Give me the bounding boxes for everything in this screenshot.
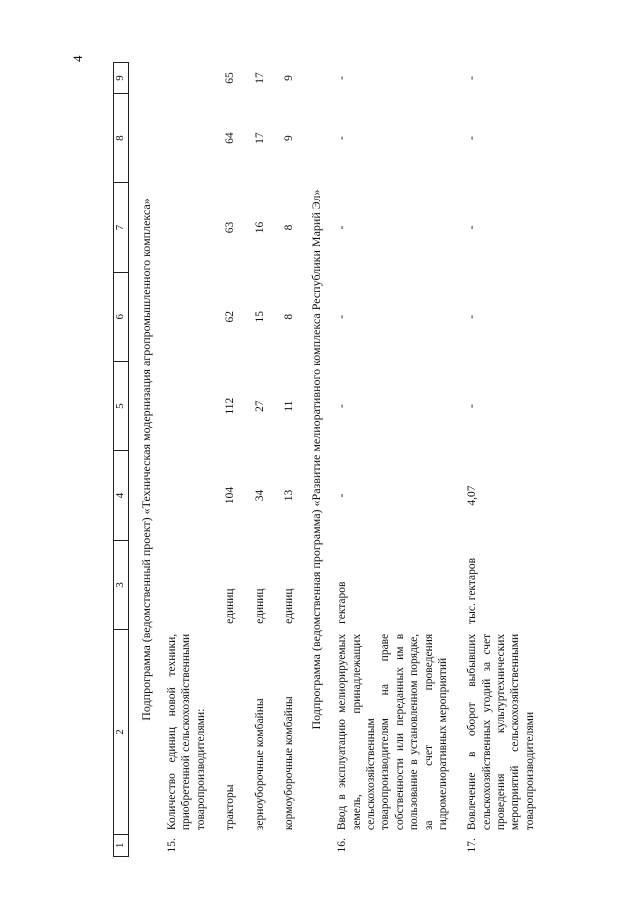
value-cell: 34 xyxy=(253,489,266,502)
header-cell-8: 8 xyxy=(114,93,129,182)
table-row xyxy=(270,63,299,857)
value-cell: 8 xyxy=(282,224,295,231)
indicator-name: Количество единиц новой техники, приобретенной сельскохозяйственными товаропроизводителями: xyxy=(166,633,207,831)
value-cell: 63 xyxy=(224,221,237,234)
header-cell-9: 9 xyxy=(114,63,129,94)
subprogram-heading-row xyxy=(129,63,163,857)
value-cell: 64 xyxy=(224,132,237,144)
value-cell: 62 xyxy=(224,311,237,323)
value-cell: - xyxy=(336,314,349,319)
indicator-name: Вовлечение в оборот выбывших сельскохозяйственных угодий за счет проведения культуртехнических мероприятий сельскохозяйственными товаропроизводителями xyxy=(466,633,536,831)
subprogram-heading: Подпрограмма (ведомственный проект) «Техническая модернизация агропромышленного комплекса» xyxy=(139,198,153,721)
unit-cell: тыс. гектаров xyxy=(466,557,479,624)
row-number: 15. xyxy=(166,838,178,853)
value-cell: 15 xyxy=(253,311,266,323)
table-row xyxy=(211,63,240,857)
value-cell: - xyxy=(336,136,349,141)
unit-cell: гектаров xyxy=(336,581,349,624)
table-row xyxy=(453,63,540,857)
value-cell: - xyxy=(466,404,479,409)
subprogram-heading-row xyxy=(299,63,332,857)
value-cell: 4,07 xyxy=(466,485,479,506)
row-number: 16. xyxy=(336,838,349,853)
header-cell-1: 1 xyxy=(114,834,129,856)
value-cell: - xyxy=(336,76,349,80)
value-cell: 27 xyxy=(253,400,266,412)
value-cell: - xyxy=(466,76,479,80)
value-cell: - xyxy=(336,404,349,409)
indicators-table xyxy=(113,62,540,857)
table-row xyxy=(241,63,270,857)
indicator-name: тракторы xyxy=(224,784,237,831)
rotated-table-sheet xyxy=(113,62,583,857)
value-cell: 104 xyxy=(224,486,237,505)
unit-cell: единиц xyxy=(253,588,266,624)
value-cell: - xyxy=(466,225,479,230)
value-cell: - xyxy=(466,314,479,319)
value-cell: 9 xyxy=(282,135,295,141)
indicator-name: Ввод в эксплуатацию мелиорируемых земель, принадлежащих сельскохозяйственным товаропроизводителям на праве собственности или переданных им в пользование в установленном порядке, за счет проведения гидромелиоративных мероприятий xyxy=(336,633,449,831)
value-cell: 17 xyxy=(253,132,266,144)
header-cell-2: 2 xyxy=(114,630,129,834)
indicator-name: кормоуборочные комбайны xyxy=(282,696,295,831)
value-cell: 17 xyxy=(253,72,266,84)
value-cell: 8 xyxy=(282,313,295,320)
value-cell: 112 xyxy=(224,397,237,415)
table-row xyxy=(332,63,453,857)
header-cell-5: 5 xyxy=(114,361,129,450)
row-number: 17. xyxy=(466,838,479,853)
unit-cell: единиц xyxy=(224,588,237,624)
value-cell: - xyxy=(336,225,349,230)
value-cell: 65 xyxy=(224,72,237,84)
indicator-name: зерноуборочные комбайны xyxy=(253,698,266,831)
header-cell-3: 3 xyxy=(114,540,129,630)
value-cell: 13 xyxy=(282,489,295,502)
value-cell: 9 xyxy=(282,75,295,81)
value-cell: 16 xyxy=(253,221,266,234)
value-cell: - xyxy=(466,136,479,141)
value-cell: 11 xyxy=(282,400,295,412)
subprogram-heading: Подпрограмма (ведомственная программа) «Развитие мелиоративного комплекса Республики Марий Эл» xyxy=(309,189,324,730)
header-cell-6: 6 xyxy=(114,272,129,361)
column-number-header-row xyxy=(114,63,129,857)
page-number: 4 xyxy=(70,55,85,62)
table-row xyxy=(162,63,211,857)
unit-cell: единиц xyxy=(282,588,295,624)
header-cell-4: 4 xyxy=(114,451,129,540)
header-cell-7: 7 xyxy=(114,183,129,272)
value-cell: - xyxy=(336,493,349,498)
